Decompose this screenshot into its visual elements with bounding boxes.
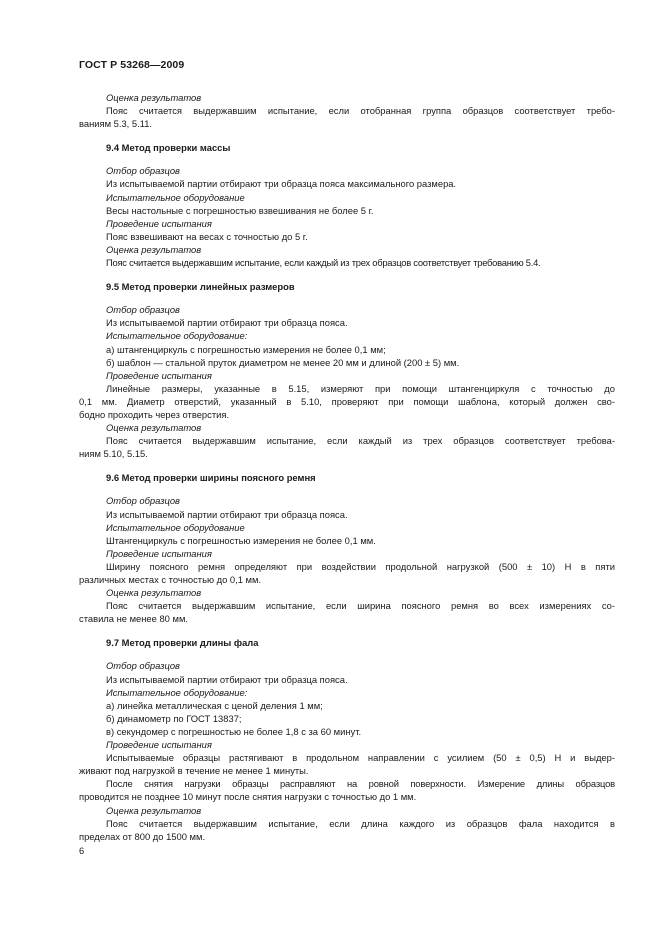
paragraph-line: Из испытываемой партии отбирают три образца пояса. <box>106 317 348 329</box>
section-title: 9.6 Метод проверки ширины поясного ремня <box>106 472 316 484</box>
section-9-6 <box>79 471 615 625</box>
paragraph-line: ниям 5.10, 5.15. <box>79 448 148 460</box>
paragraph-line: Испытываемые образцы растягивают в продольном направлении с усилием (50 ± 0,5) Н и выдер- <box>106 752 615 764</box>
document-header: ГОСТ Р 53268—2009 <box>79 59 185 71</box>
section-title: 9.7 Метод проверки длины фала <box>106 637 259 649</box>
paragraph-line: Ширину поясного ремня определяют при воздействии продольной нагрузкой (500 ± 10) Н в пяти <box>106 560 615 572</box>
subheading: Испытательное оборудование <box>106 521 245 533</box>
list-item: в) секундомер с погрешностью не более 1,8 с за 60 минут. <box>106 725 362 737</box>
subheading: Отбор образцов <box>106 495 180 507</box>
section-9-7 <box>79 636 615 842</box>
paragraph-line: проводится не позднее 10 минут после снятия нагрузки с точностью до 1 мм. <box>79 791 417 803</box>
paragraph-line: Из испытываемой партии отбирают три образца пояса. <box>106 508 348 520</box>
subheading: Оценка результатов <box>106 422 202 434</box>
paragraph-line: Весы настольные с погрешностью взвешивания не более 5 г. <box>106 204 374 216</box>
section-title: 9.4 Метод проверки массы <box>106 142 231 154</box>
paragraph-line: живают под нагрузкой в течение не менее 1 минуты. <box>79 765 309 777</box>
subheading: Проведение испытания <box>106 369 212 381</box>
list-item: а) штангенциркуль с погрешностью измерения не более 0,1 мм; <box>106 343 386 355</box>
paragraph-line: 0,1 мм. Диаметр отверстий, указанный в 5.10, проверяют при помощи шаблона, который должен сво- <box>79 395 615 407</box>
paragraph-line: Пояс считается выдержавшим испытание, если длина каждого из образцов фала находится в <box>106 817 615 829</box>
paragraph-line: Линейные размеры, указанные в 5.15, измеряют при помощи штангенциркуля с точностью до <box>106 382 615 394</box>
paragraph-line: Штангенциркуль с погрешностью измерения не более 0,1 мм. <box>106 534 376 546</box>
paragraph-line: Пояс считается выдержавшим испытание, если каждый из трех образцов соответствует требова- <box>106 435 615 447</box>
list-item: б) динамометр по ГОСТ 13837; <box>106 712 242 724</box>
subheading: Оценка результатов <box>106 92 202 103</box>
section-9-5 <box>79 280 615 460</box>
document-body <box>79 91 615 843</box>
subheading: Отбор образцов <box>106 165 180 177</box>
subheading: Отбор образцов <box>106 304 180 316</box>
subheading: Оценка результатов <box>106 243 202 255</box>
subheading: Проведение испытания <box>106 739 212 751</box>
section-9-3-tail <box>79 91 615 130</box>
paragraph-line: различных местах с точностью до 0,1 мм. <box>79 574 262 585</box>
list-item: а) линейка металлическая с ценой деления 1 мм; <box>106 699 323 711</box>
paragraph-line: Из испытываемой партии отбирают три образца пояса. <box>106 673 348 685</box>
subheading: Испытательное оборудование <box>106 191 245 203</box>
page-number: 6 <box>79 845 85 856</box>
subheading: Проведение испытания <box>106 217 212 229</box>
subheading: Испытательное оборудование: <box>106 686 248 698</box>
subheading: Оценка результатов <box>106 587 202 599</box>
paragraph-line: Пояс считается выдержавшим испытание, если отобранная группа образцов соответствует требо- <box>106 105 615 117</box>
paragraph-line: Из испытываемой партии отбирают три образца пояса максимального размера. <box>106 178 457 190</box>
section-9-4 <box>79 141 615 269</box>
paragraph-line: Пояс считается выдержавшим испытание, если ширина поясного ремня во всех измерениях со- <box>106 600 615 612</box>
paragraph-line: ваниям 5.3, 5.11. <box>79 118 153 130</box>
paragraph-line: ставила не менее 80 мм. <box>79 613 188 625</box>
subheading: Оценка результатов <box>106 804 202 816</box>
paragraph-line: После снятия нагрузки образцы расправляют на ровной поверхности. Измерение длины образцов <box>106 778 615 790</box>
list-item: б) шаблон — стальной пруток диаметром не менее 20 мм и длиной (200 ± 5) мм. <box>106 356 460 368</box>
subheading: Отбор образцов <box>106 660 180 672</box>
subheading: Проведение испытания <box>106 547 212 559</box>
paragraph-line: Пояс считается выдержавшим испытание, если каждый из трех образцов соответствует требованию 5.4. <box>106 257 541 269</box>
paragraph-line: бодно проходить через отверстия. <box>79 408 230 420</box>
subheading: Испытательное оборудование: <box>106 330 248 342</box>
paragraph-line: пределах от 800 до 1500 мм. <box>79 830 206 842</box>
section-title: 9.5 Метод проверки линейных размеров <box>106 281 295 293</box>
paragraph-line: Пояс взвешивают на весах с точностью до 5 г. <box>106 230 308 242</box>
